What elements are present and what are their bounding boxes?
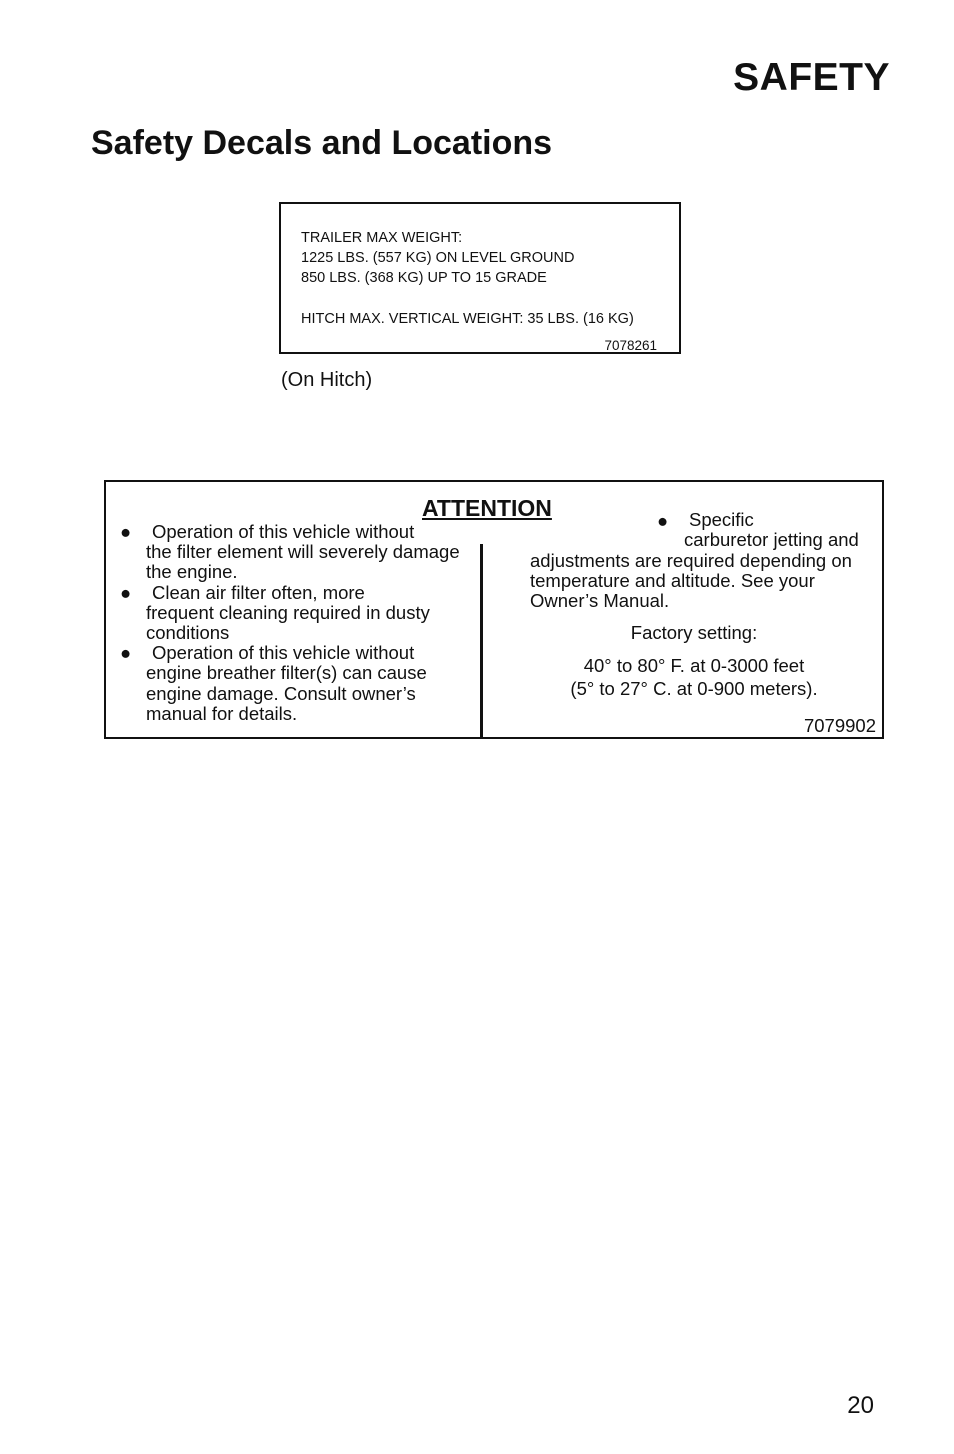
level-ground-weight: 1225 LBS. (557 KG) ON LEVEL GROUND bbox=[301, 250, 575, 266]
attention-heading: ATTENTION bbox=[422, 495, 552, 521]
trailer-max-weight-heading: TRAILER MAX WEIGHT: bbox=[301, 230, 463, 246]
list-item-rest: engine breather filter(s) can cause engine damage. Consult owner’s manual for details. bbox=[146, 662, 427, 724]
page-number: 20 bbox=[847, 1392, 874, 1419]
section-header: SAFETY bbox=[733, 56, 890, 99]
carburetor-note-line1: Specific bbox=[689, 509, 754, 530]
bullet-icon: ● bbox=[120, 521, 132, 542]
list-item-rest: frequent cleaning required in dusty conditions bbox=[146, 601, 430, 644]
attention-left-list bbox=[106, 522, 478, 724]
attention-decal bbox=[104, 480, 884, 739]
list-item-rest: the filter element will severely damage the engine. bbox=[146, 541, 460, 583]
grade-weight: 850 LBS. (368 KG) UP TO 15 GRADE bbox=[301, 270, 547, 286]
page-title: Safety Decals and Locations bbox=[91, 124, 553, 162]
bullet-icon: ● bbox=[120, 581, 132, 603]
bullet-icon: ● bbox=[657, 510, 669, 531]
attention-right-column bbox=[484, 482, 882, 737]
carburetor-note-line2: carburetor jetting and bbox=[684, 529, 859, 550]
factory-setting-fahrenheit: 40° to 80° F. at 0-3000 feet bbox=[583, 655, 805, 676]
trailer-weight-decal bbox=[279, 202, 681, 354]
list-item bbox=[106, 522, 478, 583]
list-item-first-line: Clean air filter often, more bbox=[152, 581, 365, 603]
list-item-first-line: Operation of this vehicle without bbox=[152, 642, 415, 664]
decal-divider bbox=[480, 544, 483, 738]
attention-decal-part-number: 7079902 bbox=[803, 715, 876, 736]
list-item-first-line: Operation of this vehicle without bbox=[152, 521, 415, 542]
carburetor-note-rest: adjustments are required depending on temperature and altitude. See your Owner’s Manual. bbox=[530, 550, 852, 612]
hitch-vertical-weight: HITCH MAX. VERTICAL WEIGHT: 35 LBS. (16 KG) bbox=[301, 311, 634, 327]
list-item bbox=[106, 583, 478, 644]
list-item bbox=[106, 643, 478, 724]
factory-setting-label: Factory setting: bbox=[630, 622, 758, 643]
factory-setting-celsius: (5° to 27° C. at 0-900 meters). bbox=[570, 678, 818, 699]
bullet-icon: ● bbox=[120, 642, 132, 664]
trailer-decal-caption: (On Hitch) bbox=[281, 369, 373, 391]
trailer-decal-part-number: 7078261 bbox=[604, 338, 657, 353]
